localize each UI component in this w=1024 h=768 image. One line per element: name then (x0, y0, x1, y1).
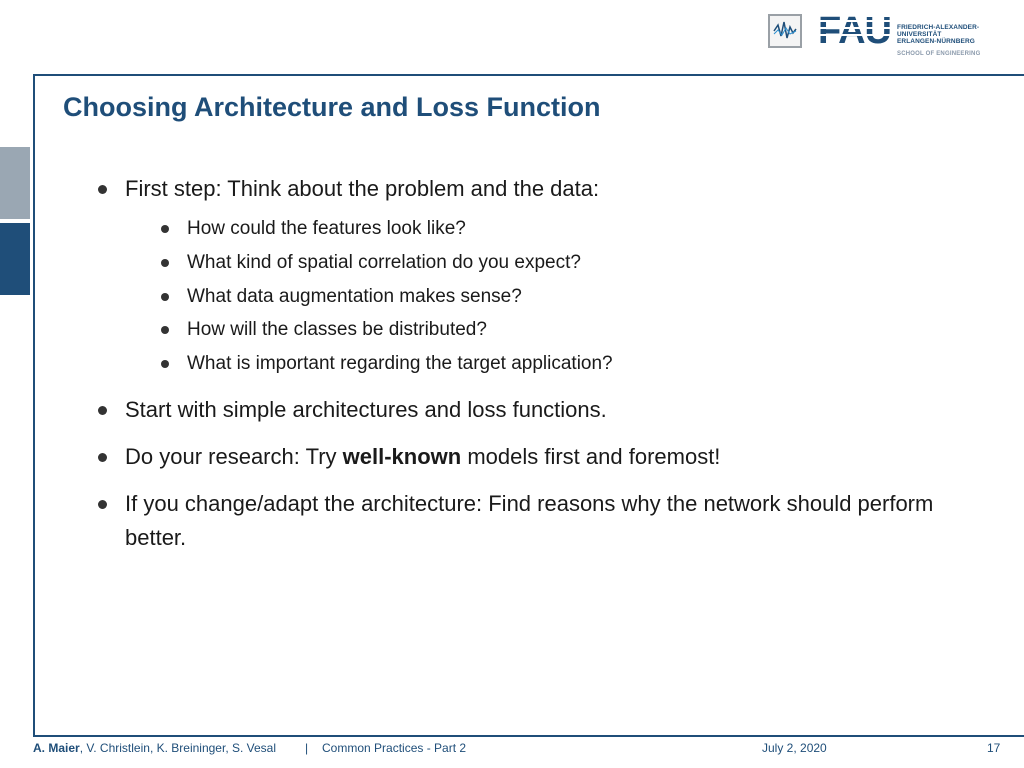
bullet-research-post: models first and foremost! (461, 444, 721, 469)
section-tab-current (0, 223, 30, 295)
footer-other-authors: , V. Christlein, K. Breininger, S. Vesal (79, 741, 277, 755)
bullet-research (125, 440, 720, 474)
bullet-research-emphasis: well-known (342, 444, 462, 469)
university-line: ERLANGEN-NÜRNBERG (897, 38, 975, 45)
fau-logo (818, 12, 894, 46)
sub-bullet: What data augmentation makes sense? (187, 286, 522, 307)
university-line: FRIEDRICH-ALEXANDER- (897, 24, 980, 31)
footer-course: Common Practices - Part 2 (322, 741, 467, 755)
footer-authors (33, 741, 276, 755)
waveform-icon (770, 16, 800, 46)
sub-bullet: How will the classes be distributed? (187, 319, 487, 340)
sub-bullet: What is important regarding the target application? (187, 353, 613, 374)
footer-separator: | (305, 741, 309, 755)
section-tab-previous (0, 147, 30, 219)
sub-bullet: What kind of spatial correlation do you expect? (187, 252, 581, 273)
institute-logo (768, 14, 802, 48)
school-name: SCHOOL OF ENGINEERING (897, 51, 981, 57)
slide-title: Choosing Architecture and Loss Function (63, 92, 601, 122)
bullet-first-step: First step: Think about the problem and the data: (125, 172, 599, 206)
footer-date: July 2, 2020 (762, 741, 827, 755)
university-line: UNIVERSITÄT (897, 31, 942, 38)
university-name (897, 24, 979, 45)
footer-page-number: 17 (987, 741, 1001, 755)
bullet-change-architecture: If you change/adapt the architecture: Find reasons why the network should perform better. (125, 487, 985, 555)
footer-lead-author: A. Maier (33, 741, 80, 755)
sub-bullet: How could the features look like? (187, 218, 466, 239)
bullet-research-pre: Do your research: Try (125, 444, 343, 469)
bullet-simple-architectures: Start with simple architectures and loss functions. (125, 393, 607, 427)
